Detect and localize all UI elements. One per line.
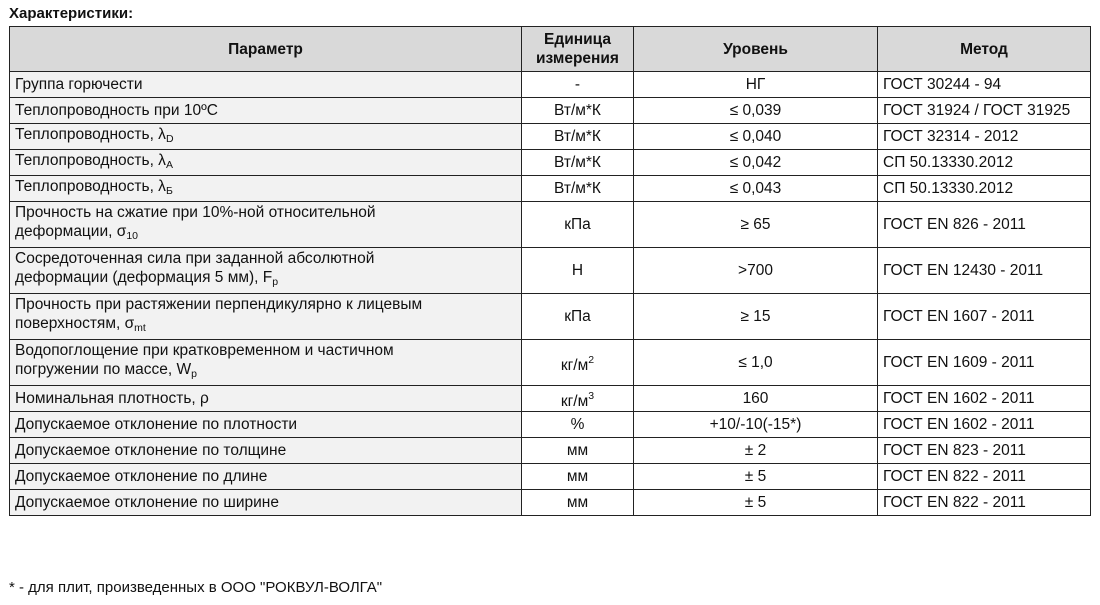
table-row [10,124,1091,150]
param-subscript: 10 [126,230,138,242]
param-cell [10,98,522,124]
level-cell: >700 [634,248,878,294]
param-cell [10,202,522,248]
param-subscript: mt [134,322,146,334]
unit-cell: Вт/м*К [522,98,634,124]
level-cell: ± 2 [634,438,878,464]
footnote: * - для плит, произведенных в ООО "РОКВУЛ-ВОЛГА" [9,579,383,596]
unit-superscript: 3 [588,389,595,402]
method-cell: ГОСТ EN 1602 - 2011 [878,412,1091,438]
param-text: Допускаемое отклонение по плотности [15,416,298,433]
table-row [10,248,1091,294]
method-cell: ГОСТ EN 1609 - 2011 [878,340,1091,386]
param-text: Номинальная плотность, ρ [15,390,209,407]
unit-cell: мм [522,464,634,490]
level-cell: ≤ 0,040 [634,124,878,150]
level-cell: НГ [634,72,878,98]
param-cell [10,464,522,490]
level-cell: +10/-10(-15*) [634,412,878,438]
param-text-line1: Сосредоточенная сила при заданной абсолютной [15,250,375,267]
unit-cell: % [522,412,634,438]
param-text-line1: Прочность на сжатие при 10%-ной относительной [15,204,376,221]
header-unit [522,27,634,72]
unit-cell: мм [522,438,634,464]
param-cell [10,176,522,202]
header-level: Уровень [634,27,878,72]
param-text-line2: деформации, σ [15,223,127,240]
header-unit-line1: Единица [544,31,611,48]
method-cell: ГОСТ EN 826 - 2011 [878,202,1091,248]
method-cell: ГОСТ 31924 / ГОСТ 31925 [878,98,1091,124]
table-row [10,98,1091,124]
param-cell [10,438,522,464]
param-cell [10,248,522,294]
param-cell [10,386,522,412]
method-cell: СП 50.13330.2012 [878,150,1091,176]
unit-cell: Вт/м*К [522,150,634,176]
method-cell: СП 50.13330.2012 [878,176,1091,202]
unit-cell: мм [522,490,634,516]
param-text: Теплопроводность, λ [15,151,166,169]
method-cell: ГОСТ EN 1602 - 2011 [878,386,1091,412]
level-cell: ≤ 0,043 [634,176,878,202]
param-text-line2: погружении по массе, W [15,361,192,378]
method-cell: ГОСТ 32314 - 2012 [878,124,1091,150]
param-text: Допускаемое отклонение по толщине [15,442,287,459]
table-row [10,464,1091,490]
method-cell: ГОСТ 30244 - 94 [878,72,1091,98]
param-cell [10,72,522,98]
param-subscript: D [165,132,174,145]
table-row [10,294,1091,340]
table-row [10,490,1091,516]
unit-cell: кПа [522,202,634,248]
param-subscript: А [165,158,173,171]
table-row [10,386,1091,412]
unit-cell: Н [522,248,634,294]
param-text-line1: Водопоглощение при кратковременном и частичном [15,342,394,359]
table-row [10,72,1091,98]
unit-cell [522,340,634,386]
unit-superscript: 2 [588,353,595,366]
param-cell [10,412,522,438]
header-unit-line2: измерения [536,50,619,67]
table-body [10,72,1091,516]
param-text-line2: деформации (деформация 5 мм), F [15,269,273,286]
param-text: Теплопроводность, λ [15,125,166,143]
param-subscript: p [191,368,198,380]
param-cell [10,150,522,176]
table-row [10,438,1091,464]
method-cell: ГОСТ EN 1607 - 2011 [878,294,1091,340]
method-cell: ГОСТ EN 822 - 2011 [878,490,1091,516]
unit-cell [522,386,634,412]
table-row [10,340,1091,386]
level-cell: ≤ 1,0 [634,340,878,386]
level-cell: ≥ 15 [634,294,878,340]
unit-text: кг/м [560,356,589,374]
param-text: Допускаемое отклонение по длине [15,468,268,485]
unit-cell: кПа [522,294,634,340]
param-subscript: p [272,276,279,288]
param-text: Теплопроводность, λ [15,177,166,195]
table-header-row [10,27,1091,72]
param-text-line2: поверхностям, σ [15,315,135,332]
section-title: Характеристики: [9,5,134,22]
unit-text: кг/м [560,392,589,410]
specifications-table [9,26,1091,516]
level-cell: ± 5 [634,490,878,516]
level-cell: ≤ 0,039 [634,98,878,124]
level-cell: ≥ 65 [634,202,878,248]
unit-cell: Вт/м*К [522,176,634,202]
table-row [10,176,1091,202]
param-cell [10,490,522,516]
unit-cell: Вт/м*К [522,124,634,150]
table-row [10,202,1091,248]
param-cell [10,294,522,340]
param-cell [10,124,522,150]
level-cell: ± 5 [634,464,878,490]
level-cell: 160 [634,386,878,412]
method-cell: ГОСТ EN 822 - 2011 [878,464,1091,490]
level-cell: ≤ 0,042 [634,150,878,176]
param-cell [10,340,522,386]
param-text-line1: Прочность при растяжении перпендикулярно к лицевым [15,296,423,313]
method-cell: ГОСТ EN 823 - 2011 [878,438,1091,464]
param-text: Теплопроводность при 10ºС [15,102,218,119]
param-text: Допускаемое отклонение по ширине [15,494,279,511]
table-row [10,150,1091,176]
header-method: Метод [878,27,1091,72]
method-cell: ГОСТ EN 12430 - 2011 [878,248,1091,294]
param-text: Группа горючести [15,76,143,93]
param-subscript: Б [165,184,173,197]
header-parameter: Параметр [10,27,522,72]
table-row [10,412,1091,438]
unit-cell: - [522,72,634,98]
